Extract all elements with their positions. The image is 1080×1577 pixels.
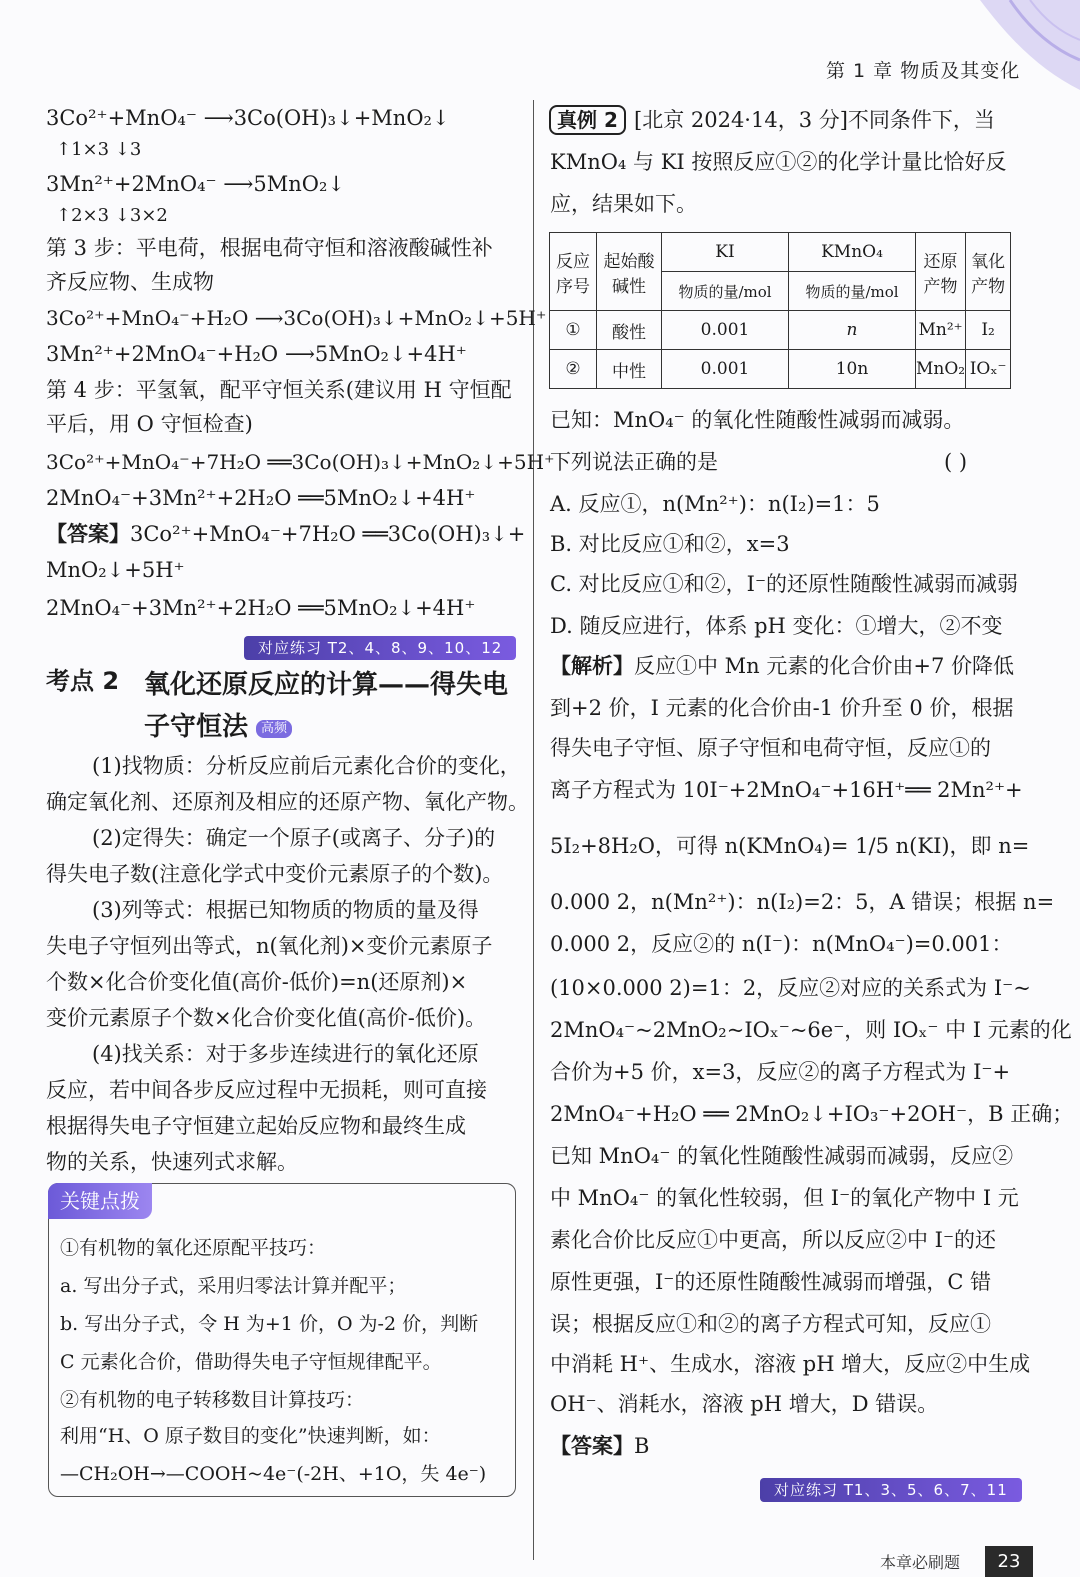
page-number: 23 — [985, 1546, 1033, 1577]
answer-text-a: 3Co²⁺+MnO₄⁻+7H₂O ══3Co(OH)₃↓+ — [130, 522, 526, 546]
table-row — [550, 350, 1011, 389]
solution-line-4: 离子方程式为 10I⁻+2MnO₄⁻+16H⁺══ 2Mn²⁺+ — [550, 778, 1023, 802]
solution-line-11: 2MnO₄⁻+H₂O ══ 2MnO₂↓+IO₃⁻+2OH⁻，B 正确； — [550, 1102, 1074, 1126]
solution-line-17: 中消耗 H⁺、生成水，溶液 pH 增大，反应②中生成 — [550, 1352, 1031, 1376]
table-row — [550, 311, 1011, 350]
answer-paren: ( ) — [944, 450, 968, 474]
th-reduction-product: 还原产物 — [916, 233, 966, 311]
equation-2-note: ↑2×3 ↓3×2 — [56, 205, 168, 226]
para-3-c: 个数×化合价变化值(高价-低价)=n(还原剂)× — [46, 970, 468, 994]
para-2-b: 得失电子数(注意化学式中变价元素原子的个数)。 — [46, 862, 504, 886]
solution-line-18: OH⁻、消耗水，溶液 pH 增大，D 错误。 — [550, 1392, 939, 1416]
solution-line-13: 中 MnO₄⁻ 的氧化性较弱，但 I⁻的氧化产物中 I 元 — [550, 1186, 1019, 1210]
th-kmno4-amount: 物质的量/mol — [789, 272, 916, 311]
solution-line-10: 合价为+5 价，x=3，反应②的离子方程式为 I⁻+ — [550, 1060, 1011, 1084]
key-point-3: b. 写出分子式，令 H 为+1 价，O 为-2 价，判断 — [60, 1313, 479, 1335]
solution-text-1: 反应①中 Mn 元素的化合价由+7 价降低 — [634, 654, 1015, 678]
answer-line-a — [46, 520, 525, 548]
cell-oxidation: I₂ — [966, 311, 1011, 350]
answer-label-right: 【答案】 — [550, 1434, 634, 1458]
th-kmno4: KMnO₄ — [789, 233, 916, 272]
cell-acidity: 中性 — [597, 350, 662, 389]
key-point-4: C 元素化合价，借助得失电子守恒规律配平。 — [60, 1351, 442, 1373]
intro-line-b: KMnO₄ 与 KI 按照反应①②的化学计量比恰好反 — [550, 150, 1007, 174]
cell-reduction: MnO₂ — [916, 350, 966, 389]
step-4-line-a: 第 4 步：平氢氧，配平守恒关系(建议用 H 守恒配 — [46, 378, 512, 402]
key-points-title: 关键点拨 — [48, 1183, 152, 1219]
solution-line-12: 已知 MnO₄⁻ 的氧化性随酸性减弱而减弱，反应② — [550, 1144, 1014, 1168]
solution-label: 【解析】 — [550, 654, 634, 678]
solution-line-6: 0.000 2，n(Mn²⁺)：n(I₂)=2：5，A 错误；根据 n= — [550, 890, 1055, 914]
cell-kmno4: 10n — [789, 350, 916, 389]
chapter-header: 第 1 章 物质及其变化 — [826, 60, 1021, 82]
key-point-5: ②有机物的电子转移数目计算技巧： — [60, 1389, 365, 1411]
key-point-2: a. 写出分子式，采用归零法计算并配平； — [60, 1275, 407, 1297]
solution-line-7: 0.000 2，反应②的 n(I⁻)：n(MnO₄⁻)=0.001： — [550, 932, 1013, 956]
para-4-a: (4)找关系：对于多步连续进行的氧化还原 — [92, 1042, 479, 1066]
answer-line-c: 2MnO₄⁻+3Mn²⁺+2H₂O ══5MnO₂↓+4H⁺ — [46, 596, 476, 620]
option-a[interactable]: A. 反应①，n(Mn²⁺)：n(I₂)=1：5 — [550, 492, 880, 516]
topic-title-a: 氧化还原反应的计算——得失电 — [144, 670, 509, 700]
step-4-line-b: 平后，用 O 守恒检查) — [46, 412, 253, 436]
key-point-1: ①有机物的氧化还原配平技巧： — [60, 1237, 327, 1259]
topic-label: 考点 2 — [46, 667, 120, 695]
key-point-6: 利用“H、O 原子数目的变化”快速判断，如： — [60, 1425, 441, 1447]
known-condition: 已知：MnO₄⁻ 的氧化性随酸性减弱而减弱。 — [550, 408, 965, 432]
cell-seq: ① — [550, 311, 597, 350]
para-4-b: 反应，若中间各步反应过程中无损耗，则可直接 — [46, 1078, 487, 1102]
practice-tag-left[interactable]: 对应练习 T2、4、8、9、10、12 — [244, 636, 516, 660]
cell-kmno4: n — [789, 311, 916, 350]
para-4-d: 物的关系，快速列式求解。 — [46, 1150, 298, 1174]
cell-oxidation: IOₓ⁻ — [966, 350, 1011, 389]
solution-line-1 — [550, 652, 1014, 680]
cell-acidity: 酸性 — [597, 311, 662, 350]
reaction-table — [549, 232, 1011, 389]
option-b[interactable]: B. 对比反应①和②，x=3 — [550, 532, 790, 556]
answer-row — [550, 1432, 649, 1460]
cell-seq: ② — [550, 350, 597, 389]
th-sequence: 反应序号 — [550, 233, 597, 311]
equation-5: 3Co²⁺+MnO₄⁻+7H₂O ══3Co(OH)₃↓+MnO₂↓+5H⁺ — [46, 450, 555, 474]
solution-line-9: 2MnO₄⁻~2MnO₂~IOₓ⁻~6e⁻，则 IOₓ⁻ 中 I 元素的化 — [550, 1018, 1072, 1042]
equation-4: 3Mn²⁺+2MnO₄⁻+H₂O ⟶5MnO₂↓+4H⁺ — [46, 342, 467, 366]
cell-reduction: Mn²⁺ — [916, 311, 966, 350]
solution-line-5: 5I₂+8H₂O，可得 n(KMnO₄)= 1/5 n(KI)，即 n= — [550, 834, 1030, 858]
step-3-line-b: 齐反应物、生成物 — [46, 270, 214, 294]
topic-title-b: 子守恒法 — [144, 712, 249, 742]
solution-line-16: 误；根据反应①和②的离子方程式可知，反应① — [550, 1312, 991, 1336]
para-3-a: (3)列等式：根据已知物质的物质的量及得 — [92, 898, 479, 922]
key-point-7: —CH₂OH→—COOH~4e⁻(-2H、+1O，失 4e⁻) — [60, 1463, 487, 1485]
para-1-a: (1)找物质：分析反应前后元素化合价的变化， — [92, 754, 521, 778]
intro-line-c: 应，结果如下。 — [550, 192, 697, 216]
answer-value: B — [634, 1434, 650, 1458]
question-stem: 下列说法正确的是 — [550, 450, 718, 474]
equation-6: 2MnO₄⁻+3Mn²⁺+2H₂O ══5MnO₂↓+4H⁺ — [46, 486, 476, 510]
cell-ki: 0.001 — [662, 311, 789, 350]
example-tag: 真例 2 — [549, 105, 626, 135]
para-2-a: (2)定得失：确定一个原子(或离子、分子)的 — [92, 826, 496, 850]
equation-1-note: ↑1×3 ↓3 — [56, 139, 142, 160]
solution-line-3: 得失电子守恒、原子守恒和电荷守恒，反应①的 — [550, 736, 991, 760]
para-3-d: 变价元素原子个数×化合价变化值(高价-低价)。 — [46, 1006, 487, 1030]
step-3-line-a: 第 3 步：平电荷，根据电荷守恒和溶液酸碱性补 — [46, 236, 493, 260]
para-4-c: 根据得失电子守恒建立起始反应物和最终生成 — [46, 1114, 466, 1138]
th-acidity: 起始酸碱性 — [597, 233, 662, 311]
option-c[interactable]: C. 对比反应①和②，I⁻的还原性随酸性减弱而减弱 — [550, 572, 1019, 596]
high-frequency-badge: 高频 — [256, 720, 292, 738]
equation-2: 3Mn²⁺+2MnO₄⁻ ⟶5MnO₂↓ — [46, 172, 345, 196]
equation-3: 3Co²⁺+MnO₄⁻+H₂O ⟶3Co(OH)₃↓+MnO₂↓+5H⁺ — [46, 306, 547, 330]
para-3-b: 失电子守恒列出等式，n(氧化剂)×变价元素原子 — [46, 934, 493, 958]
equation-1: 3Co²⁺+MnO₄⁻ ⟶3Co(OH)₃↓+MnO₂↓ — [46, 106, 450, 130]
solution-line-8: (10×0.000 2)=1：2，反应②对应的关系式为 I⁻~ — [550, 976, 1031, 1000]
th-ki-amount: 物质的量/mol — [662, 272, 789, 311]
option-d[interactable]: D. 随反应进行，体系 pH 变化：①增大，②不变 — [550, 614, 1003, 638]
cell-ki: 0.001 — [662, 350, 789, 389]
th-oxidation-product: 氧化产物 — [966, 233, 1011, 311]
th-ki: KI — [662, 233, 789, 272]
solution-line-15: 原性更强，I⁻的还原性随酸性减弱而增强，C 错 — [550, 1270, 992, 1294]
answer-line-b: MnO₂↓+5H⁺ — [46, 558, 185, 582]
para-1-b: 确定氧化剂、还原剂及相应的还原产物、氧化产物。 — [46, 790, 529, 814]
answer-label: 【答案】 — [46, 522, 130, 546]
book-name: 本章必刷题 — [880, 1553, 961, 1572]
practice-tag-right[interactable]: 对应练习 T1、3、5、6、7、11 — [760, 1478, 1022, 1502]
solution-line-2: 到+2 价，I 元素的化合价由-1 价升至 0 价，根据 — [550, 696, 1014, 720]
intro-line-a: [北京 2024·14，3 分]不同条件下，当 — [634, 108, 995, 132]
solution-line-14: 素化合价比反应①中更高，所以反应②中 I⁻的还 — [550, 1228, 997, 1252]
